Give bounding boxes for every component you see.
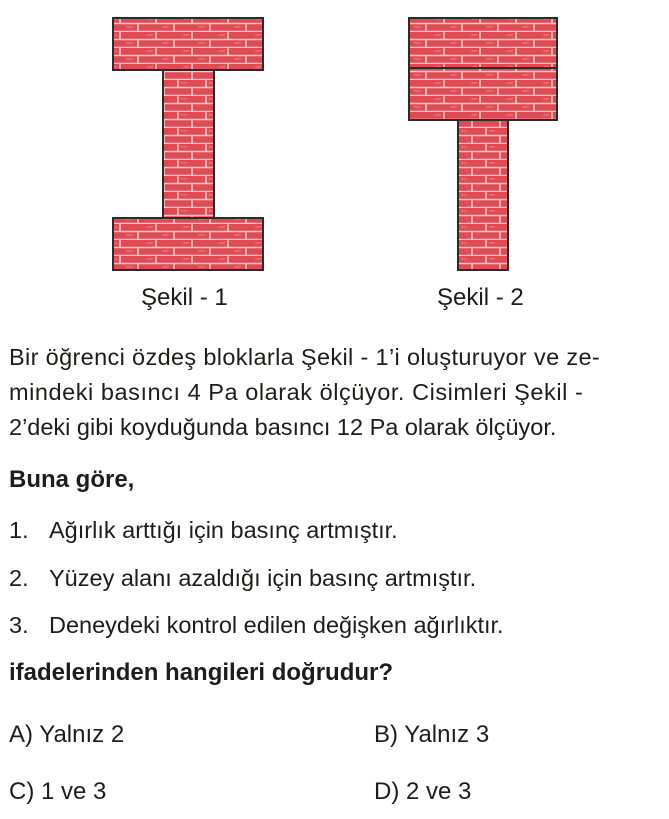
figure-1 [113,18,263,270]
statement-1 [9,513,398,547]
figures-area [0,0,669,320]
question-line-1: Bir öğrenci özdeş bloklarla Şekil - 1’i oluşturuyor ve ze- [9,344,601,370]
question-prompt: ifadelerinden hangileri doğrudur? [9,659,394,686]
statement-2-number: 2. [9,565,29,591]
question-line-3: 2’deki gibi koyduğunda basıncı 12 Pa olarak ölçüyor. [9,414,557,440]
figure-2-top-block-1 [409,18,557,68]
figure-1-middle-block [163,70,214,218]
brick-figures [0,0,669,320]
statement-2 [9,561,476,595]
question-text [9,340,661,445]
option-c[interactable]: C) 1 ve 3 [9,778,107,805]
statement-1-text: Ağırlık arttığı için basınç artmıştır. [49,517,398,543]
question-line-2: mindeki basıncı 4 Pa olarak ölçüyor. Cisimleri Şekil - [9,379,584,405]
figure-2-caption: Şekil - 2 [437,284,524,311]
question-lead: Buna göre, [9,466,135,493]
figure-2-column-block [458,120,508,270]
statement-3 [9,608,504,642]
figure-1-bottom-block [113,218,263,270]
figure-1-top-block [113,18,263,70]
statement-3-text: Deneydeki kontrol edilen değişken ağırlıktır. [49,612,504,638]
figure-2 [409,18,557,270]
statement-3-number: 3. [9,612,29,638]
option-a[interactable]: A) Yalnız 2 [9,721,125,748]
figure-1-caption: Şekil - 1 [141,284,228,311]
option-b[interactable]: B) Yalnız 3 [374,721,490,748]
statement-2-text: Yüzey alanı azaldığı için basınç artmıştır. [49,565,477,591]
statement-1-number: 1. [9,517,29,543]
option-d[interactable]: D) 2 ve 3 [374,778,472,805]
figure-2-top-block-2 [409,68,557,120]
